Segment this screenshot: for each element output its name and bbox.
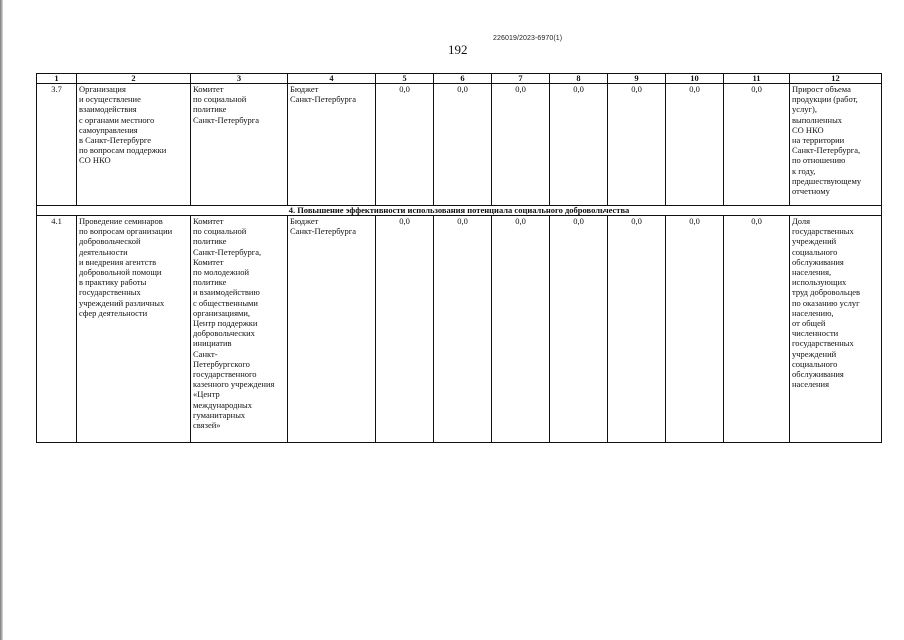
value-cell: 0,0	[434, 216, 492, 443]
value-cell: 0,0	[434, 84, 492, 206]
funding-source-cell: Бюджет Санкт-Петербурга	[288, 216, 376, 443]
value-cell: 0,0	[608, 216, 666, 443]
row-number: 4.1	[37, 216, 77, 443]
value-cell: 0,0	[492, 216, 550, 443]
plan-table	[36, 73, 882, 443]
row-number: 3.7	[37, 84, 77, 206]
result-indicator-cell: Доля государственных учреждений социального обслуживания населения, использующих труд добровольцев по оказанию услуг населению, от общей численности государственных учреждений социального обслуживания населения	[790, 216, 882, 443]
executor-cell: Комитет по социальной политике Санкт-Петербурга	[191, 84, 288, 206]
funding-source-cell: Бюджет Санкт-Петербурга	[288, 84, 376, 206]
section-title: 4. Повышение эффективности использования потенциала социального добровольчества	[37, 206, 882, 216]
value-cell: 0,0	[666, 84, 724, 206]
table-row	[37, 84, 882, 206]
value-cell: 0,0	[724, 216, 790, 443]
column-header: 10	[666, 74, 724, 84]
value-cell: 0,0	[492, 84, 550, 206]
column-header: 8	[550, 74, 608, 84]
column-header: 3	[191, 74, 288, 84]
column-header: 12	[790, 74, 882, 84]
action-cell: Проведение семинаров по вопросам организации добровольческой деятельности и внедрения агентств добровольной помощи в практику работы государственных учреждений различных сфер деятельности	[77, 216, 191, 443]
column-header: 1	[37, 74, 77, 84]
table-row	[37, 216, 882, 443]
value-cell: 0,0	[724, 84, 790, 206]
page-number: 192	[448, 42, 468, 57]
action-cell: Организация и осуществление взаимодействия с органами местного самоуправления в Санкт-Петербурге по вопросам поддержки СО НКО	[77, 84, 191, 206]
column-header: 6	[434, 74, 492, 84]
column-header: 5	[376, 74, 434, 84]
document-id: 226019/2023-6970(1)	[493, 35, 563, 42]
column-header: 11	[724, 74, 790, 84]
value-cell: 0,0	[550, 84, 608, 206]
value-cell: 0,0	[666, 216, 724, 443]
value-cell: 0,0	[376, 84, 434, 206]
value-cell: 0,0	[608, 84, 666, 206]
column-header-row	[37, 74, 882, 84]
value-cell: 0,0	[550, 216, 608, 443]
executor-cell: Комитет по социальной политике Санкт-Петербурга, Комитет по молодежной политике и взаимодействию с общественными организациями, Центр поддержки добровольческих инициатив Санкт- Петербургского государственного казенного учреждения «Центр международных гуманитарных связей»	[191, 216, 288, 443]
value-cell: 0,0	[376, 216, 434, 443]
section-heading-row	[37, 206, 882, 216]
column-header: 4	[288, 74, 376, 84]
scan-edge	[0, 0, 3, 640]
column-header: 9	[608, 74, 666, 84]
column-header: 2	[77, 74, 191, 84]
result-indicator-cell: Прирост объема продукции (работ, услуг), выполненных СО НКО на территории Санкт-Петербурга, по отношению к году, предшествующему отчетному	[790, 84, 882, 206]
column-header: 7	[492, 74, 550, 84]
